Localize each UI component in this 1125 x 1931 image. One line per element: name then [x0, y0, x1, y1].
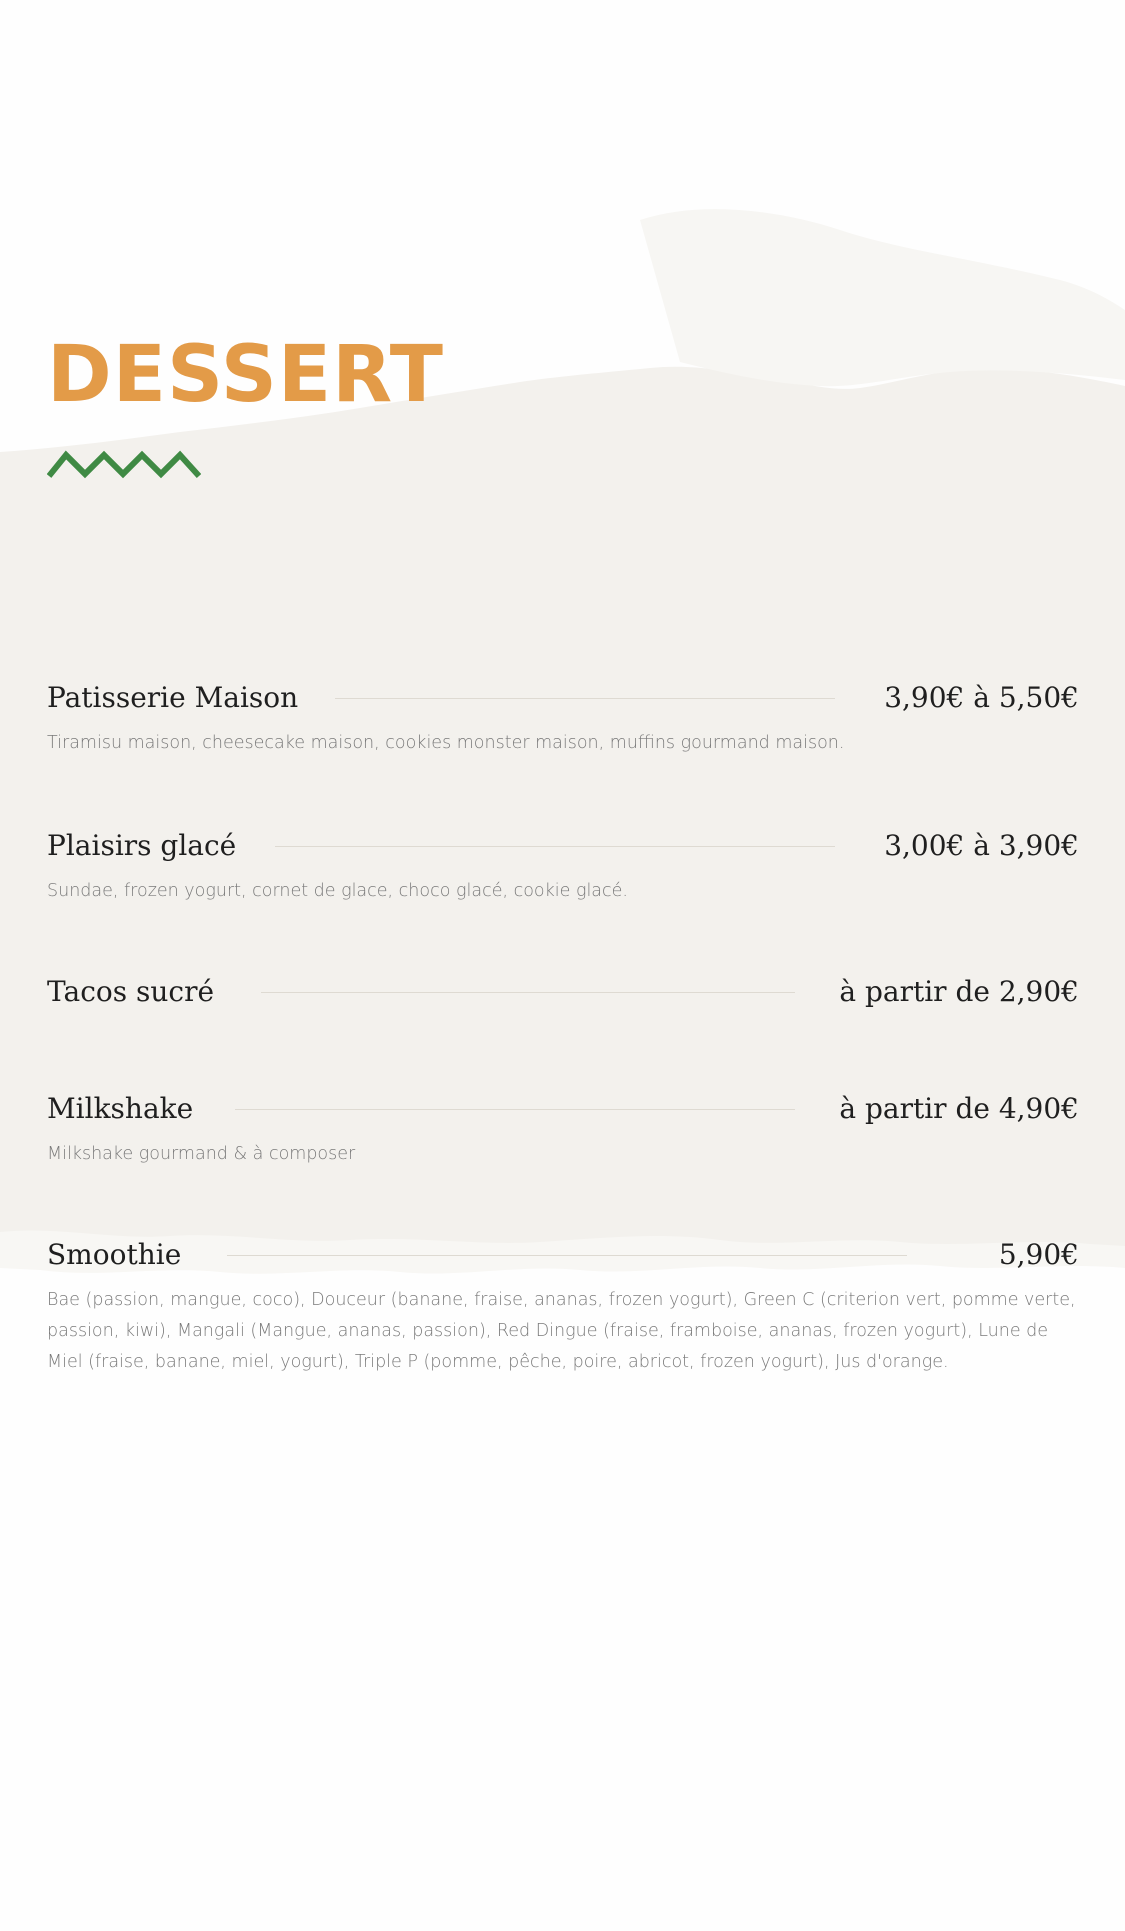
menu-item-tacos-sucre	[47, 972, 1079, 1012]
menu-item-smoothie	[47, 1235, 1079, 1378]
dotted-leader	[261, 992, 795, 993]
menu-item-name: Patisserie Maison	[47, 681, 299, 714]
menu-item-name: Tacos sucré	[47, 975, 215, 1008]
menu-item-price: à partir de 4,90€	[839, 1092, 1079, 1125]
menu-item-description: Sundae, frozen yogurt, cornet de glace, choco glacé, cookie glacé.	[47, 881, 628, 901]
menu-item-row	[47, 826, 1079, 866]
menu-item-row	[47, 678, 1079, 718]
menu-item-patisserie	[47, 678, 1079, 759]
dotted-leader	[227, 1255, 907, 1256]
menu-item-description: Milkshake gourmand & à composer	[47, 1144, 356, 1164]
menu-item-price: 3,90€ à 5,50€	[884, 681, 1079, 714]
menu-item-row	[47, 1089, 1079, 1129]
menu-item-description: Bae (passion, mangue, coco), Douceur (banane, fraise, ananas, frozen yogurt), Green C (criterion vert, pomme verte, passion, kiwi), Mangali (Mangue, ananas, passion), Red Dingue (fraise, framboise, ananas, frozen yogurt), Lune de Miel (fraise, banane, miel, yogurt), Triple P (pomme, pêche, poire, abricot, frozen yogurt), Jus d'orange.	[47, 1290, 1076, 1372]
menu-item-row	[47, 1235, 1079, 1275]
menu-item-price: à partir de 2,90€	[839, 975, 1079, 1008]
page-title: DESSERT	[47, 330, 444, 420]
menu-item-plaisirs-glace	[47, 826, 1079, 907]
dotted-leader	[275, 846, 835, 847]
menu-item-name: Milkshake	[47, 1092, 194, 1125]
dotted-leader	[335, 698, 835, 699]
menu-item-milkshake	[47, 1089, 1079, 1170]
dotted-leader	[235, 1109, 795, 1110]
menu-item-name: Smoothie	[47, 1238, 182, 1271]
menu-item-price: 3,00€ à 3,90€	[884, 829, 1079, 862]
menu-item-price: 5,90€	[998, 1238, 1079, 1271]
zigzag-divider-icon	[47, 445, 201, 480]
menu-item-name: Plaisirs glacé	[47, 829, 237, 862]
menu-item-row	[47, 972, 1079, 1012]
menu-item-description: Tiramisu maison, cheesecake maison, cookies monster maison, muffins gourmand maison.	[47, 733, 845, 753]
